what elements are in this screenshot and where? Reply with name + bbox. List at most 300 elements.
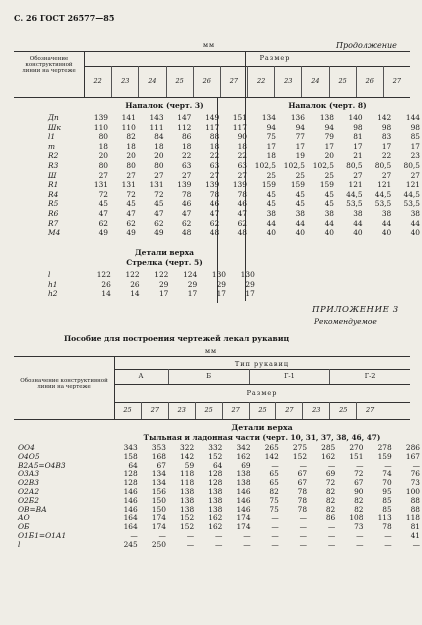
value-cell: 44,5 — [403, 189, 420, 199]
value-cell: 62 — [126, 218, 136, 228]
value-cell: 151 — [349, 451, 364, 461]
value-cell: 44 — [353, 218, 363, 228]
value-cell: — — [412, 460, 420, 470]
value-cell: 46 — [181, 199, 192, 209]
value-cell: 95 — [382, 486, 392, 496]
table-row — [14, 113, 422, 123]
value-cell: 20 — [324, 151, 334, 161]
value-cell: 142 — [180, 451, 195, 461]
value-cell: — — [384, 530, 392, 540]
t1-size-header: Размер — [259, 54, 291, 62]
value-cell: 98 — [410, 122, 420, 132]
t2-body — [14, 444, 422, 550]
value-cell: 73 — [410, 478, 420, 488]
value-cell: 110 — [93, 122, 108, 132]
t1-unit: мм — [203, 41, 216, 49]
value-cell: 27 — [353, 170, 363, 180]
value-cell: 88 — [410, 504, 420, 514]
value-cell: 142 — [377, 113, 392, 122]
value-cell: 88 — [209, 132, 220, 142]
value-cell: 29 — [245, 279, 255, 289]
value-cell: 44 — [324, 218, 334, 228]
value-cell: — — [130, 530, 138, 540]
value-cell: 25 — [295, 170, 305, 180]
t1-size-cell: 27 — [220, 66, 247, 97]
value-cell: 49 — [154, 228, 164, 238]
value-cell: 270 — [349, 443, 364, 452]
value-cell: 150 — [151, 495, 166, 505]
value-cell: 47 — [126, 208, 136, 218]
value-cell: 41 — [410, 530, 420, 540]
t2-unit: мм — [205, 347, 218, 355]
value-cell: 75 — [269, 495, 279, 505]
value-cell: 138 — [208, 486, 223, 496]
value-cell: 122 — [125, 270, 140, 279]
value-cell: 27 — [126, 170, 136, 180]
t2-head-rule — [14, 419, 410, 420]
table-row — [14, 289, 257, 299]
row-label: R1 — [48, 180, 59, 190]
t1-stub-header: Обозначение конструктивной линии на чертеже — [22, 56, 76, 74]
value-cell: 146 — [123, 486, 138, 496]
value-cell: 29 — [187, 279, 198, 289]
value-cell: 49 — [98, 228, 108, 238]
value-cell: 174 — [151, 522, 166, 532]
value-cell: 62 — [209, 218, 220, 228]
value-cell: 84 — [154, 132, 164, 142]
value-cell: 146 — [236, 504, 251, 514]
t2-top-rule — [14, 356, 410, 357]
value-cell: 122 — [154, 270, 169, 279]
value-cell: 162 — [236, 451, 251, 461]
value-cell: 131 — [93, 180, 108, 190]
row-label: Дп — [48, 113, 59, 122]
value-cell: 162 — [208, 522, 223, 532]
value-cell: 108 — [349, 513, 364, 523]
value-cell: 78 — [181, 189, 192, 199]
t1-size-cell: 24 — [138, 66, 165, 97]
value-cell: 168 — [151, 451, 166, 461]
value-cell: 17 — [266, 141, 276, 151]
value-cell: 138 — [236, 478, 251, 488]
row-label: О1Б1=О1А1 — [18, 530, 67, 540]
table-row — [14, 142, 422, 152]
value-cell: 121 — [377, 180, 392, 190]
value-cell: 90 — [354, 486, 364, 496]
value-cell: 162 — [321, 451, 336, 461]
value-cell: 136 — [290, 113, 305, 122]
value-cell: 275 — [292, 443, 308, 452]
value-cell: 47 — [154, 208, 164, 218]
row-label: Ш — [48, 170, 57, 180]
value-cell: 152 — [180, 522, 195, 532]
value-cell: 17 — [245, 289, 255, 299]
value-cell: 80 — [154, 160, 164, 170]
value-cell: 47 — [98, 208, 108, 218]
value-cell: 44 — [266, 218, 276, 228]
value-cell: 82 — [325, 495, 336, 505]
value-cell: 117 — [205, 122, 220, 132]
value-cell: 72 — [354, 469, 364, 479]
value-cell: 265 — [264, 443, 279, 452]
value-cell: 45 — [154, 199, 164, 209]
value-cell: 38 — [295, 208, 305, 218]
value-cell: 134 — [261, 113, 276, 122]
value-cell: 38 — [353, 208, 363, 218]
value-cell: 138 — [319, 113, 334, 122]
value-cell: 62 — [98, 218, 108, 228]
value-cell: 343 — [123, 443, 138, 452]
value-cell: — — [327, 522, 336, 532]
t2-stub-header: Обозначение конструктивной линии на чертеже — [20, 378, 108, 390]
value-cell: 245 — [123, 539, 138, 549]
value-cell: 48 — [209, 228, 220, 238]
value-cell: 22 — [209, 151, 220, 161]
value-cell: 82 — [325, 504, 336, 514]
value-cell: 144 — [405, 113, 420, 122]
value-cell: 112 — [177, 122, 192, 132]
value-cell: 80,5 — [374, 160, 392, 170]
value-cell: 82 — [325, 486, 336, 496]
value-cell: 17 — [216, 289, 226, 299]
value-cell: 40 — [353, 228, 363, 238]
value-cell: 78 — [297, 504, 308, 514]
value-cell: — — [271, 530, 279, 540]
t1-size-cell: 25 — [329, 66, 356, 97]
row-label: О2В3 — [18, 478, 39, 488]
value-cell: 27 — [381, 170, 392, 180]
value-cell: 63 — [209, 160, 220, 170]
value-cell: 138 — [180, 486, 195, 496]
value-cell: — — [384, 460, 392, 470]
value-cell: 45 — [126, 199, 136, 209]
value-cell: 46 — [237, 199, 247, 209]
value-cell: 124 — [183, 270, 198, 279]
row-label: ОБ — [18, 522, 30, 532]
t1-group-left: Напалок (черт. 3) — [125, 101, 204, 110]
row-label: R2 — [48, 151, 59, 161]
value-cell: 81 — [410, 522, 420, 532]
value-cell: 134 — [151, 478, 166, 488]
t1-group-right: Напалок (черт. 8) — [288, 101, 367, 110]
t1-size-cell: 26 — [193, 66, 220, 97]
value-cell: 25 — [266, 170, 276, 180]
value-cell: — — [299, 513, 308, 523]
value-cell: 139 — [232, 180, 247, 190]
value-cell: 27 — [237, 170, 247, 180]
value-cell: 59 — [184, 460, 195, 470]
value-cell: — — [271, 460, 279, 470]
value-cell: 110 — [121, 122, 136, 132]
value-cell: 38 — [410, 208, 420, 218]
value-cell: 21 — [353, 151, 363, 161]
value-cell: 40 — [324, 228, 334, 238]
value-cell: 78 — [382, 522, 392, 532]
value-cell: 142 — [264, 451, 279, 461]
value-cell: 143 — [149, 113, 164, 122]
value-cell: 72 — [325, 478, 336, 488]
value-cell: 65 — [269, 469, 279, 479]
t2-group-1: Детали верха — [231, 423, 293, 432]
value-cell: 98 — [381, 122, 392, 132]
value-cell: 48 — [181, 228, 192, 238]
table-row — [14, 219, 422, 229]
value-cell: 152 — [180, 513, 195, 523]
value-cell: 72 — [126, 189, 136, 199]
value-cell: 150 — [151, 504, 166, 514]
value-cell: 131 — [149, 180, 164, 190]
t2-size-cell: 27 — [356, 402, 383, 419]
value-cell: 77 — [295, 132, 305, 142]
value-cell: 78 — [297, 486, 308, 496]
value-cell: 86 — [325, 513, 336, 523]
value-cell: 128 — [123, 478, 138, 488]
value-cell: 44,5 — [374, 189, 392, 199]
value-cell: 80 — [126, 160, 136, 170]
t1-size-cell: 27 — [383, 66, 410, 97]
t1-size-cell: 26 — [356, 66, 383, 97]
value-cell: 22 — [237, 151, 247, 161]
t2-size-cell: 25 — [123, 406, 132, 414]
value-cell: 78 — [209, 189, 220, 199]
value-cell: 121 — [405, 180, 420, 190]
value-cell: 47 — [237, 208, 247, 218]
value-cell: 14 — [101, 289, 111, 299]
value-cell: 113 — [377, 513, 392, 523]
t2-type-cell: А — [138, 372, 144, 380]
t2-type-cell: Б — [168, 369, 249, 384]
value-cell: 159 — [319, 180, 334, 190]
value-cell: 111 — [149, 122, 164, 132]
t1-body — [14, 113, 422, 238]
value-cell: 149 — [205, 113, 220, 122]
t2-size-cell: 25 — [195, 402, 222, 419]
t1-top-rule — [14, 51, 410, 52]
value-cell: — — [271, 522, 279, 532]
table-row — [14, 180, 422, 190]
value-cell: 27 — [410, 170, 420, 180]
value-cell: 146 — [123, 504, 138, 514]
t2-size-cells — [114, 402, 410, 419]
value-cell: 159 — [377, 451, 392, 461]
value-cell: 67 — [156, 460, 166, 470]
value-cell: — — [186, 530, 195, 540]
value-cell: — — [271, 539, 279, 549]
value-cell: 48 — [237, 228, 247, 238]
value-cell: 80 — [98, 160, 108, 170]
value-cell: 62 — [154, 218, 164, 228]
value-cell: 45 — [324, 199, 334, 209]
value-cell: 82 — [354, 495, 364, 505]
value-cell: 102,5 — [312, 160, 334, 170]
t2-type-cells — [114, 369, 410, 384]
value-cell: 18 — [209, 141, 220, 151]
value-cell: 141 — [121, 113, 136, 122]
value-cell: 17 — [353, 141, 363, 151]
value-cell: 45 — [295, 199, 305, 209]
value-cell: 20 — [98, 151, 108, 161]
value-cell: 118 — [180, 469, 195, 479]
row-label: h2 — [48, 289, 58, 299]
value-cell: 40 — [266, 228, 276, 238]
value-cell: 140 — [348, 113, 363, 122]
value-cell: 146 — [236, 486, 251, 496]
appendix-title: ПРИЛОЖЕНИЕ 3 — [312, 305, 399, 315]
value-cell: — — [299, 530, 308, 540]
value-cell: — — [214, 530, 223, 540]
value-cell: 174 — [151, 513, 166, 523]
value-cell: 94 — [266, 122, 276, 132]
row-label: R5 — [48, 199, 59, 209]
value-cell: 353 — [151, 443, 166, 452]
value-cell: 80,5 — [403, 160, 420, 170]
value-cell: 38 — [381, 208, 392, 218]
value-cell: 20 — [154, 151, 164, 161]
value-cell: 79 — [324, 132, 334, 142]
row-label: ОВ=ВА — [18, 504, 47, 514]
value-cell: 44,5 — [346, 189, 363, 199]
value-cell: 14 — [130, 289, 140, 299]
t2-size-cell: 23 — [302, 402, 329, 419]
row-label: О2Б2 — [18, 495, 39, 505]
table-row — [14, 228, 422, 238]
value-cell: 19 — [295, 151, 305, 161]
value-cell: 67 — [354, 478, 364, 488]
value-cell: 20 — [126, 151, 136, 161]
value-cell: 18 — [266, 151, 276, 161]
value-cell: 139 — [93, 113, 108, 122]
value-cell: 78 — [297, 495, 308, 505]
value-cell: 44 — [410, 218, 420, 228]
value-cell: 117 — [232, 122, 247, 132]
t2-size-cell: 27 — [141, 402, 168, 419]
value-cell: 17 — [158, 289, 169, 299]
row-label: О3А3 — [18, 469, 40, 479]
value-cell: 18 — [181, 141, 192, 151]
value-cell: 75 — [269, 504, 279, 514]
t1-body-2 — [14, 270, 257, 299]
value-cell: 45 — [266, 189, 276, 199]
table-row — [14, 199, 422, 209]
t2-title: Пособие для построения чертежей лекал рукавиц — [64, 334, 290, 343]
value-cell: 17 — [324, 141, 334, 151]
table-row — [14, 190, 422, 200]
value-cell: 250 — [151, 539, 166, 549]
value-cell: 38 — [266, 208, 276, 218]
value-cell: 53,5 — [346, 199, 363, 209]
table-row — [14, 209, 422, 219]
value-cell: 90 — [237, 132, 247, 142]
row-label: Шк — [48, 122, 61, 132]
value-cell: 67 — [297, 478, 308, 488]
value-cell: 134 — [151, 469, 166, 479]
value-cell: 128 — [123, 469, 138, 479]
value-cell: 82 — [269, 486, 279, 496]
value-cell: 164 — [123, 513, 138, 523]
value-cell: — — [158, 530, 166, 540]
t1-subgroup-2: Стрелка (черт. 5) — [126, 258, 203, 267]
value-cell: 85 — [410, 132, 420, 142]
value-cell: 130 — [240, 270, 255, 279]
value-cell: 44 — [381, 218, 392, 228]
row-label: l — [18, 539, 21, 549]
t1-size-cell: 24 — [301, 66, 328, 97]
value-cell: 72 — [98, 189, 108, 199]
page-header-left: С. 26 ГОСТ 26577—85 — [14, 13, 115, 23]
value-cell: 38 — [324, 208, 334, 218]
t1-head-rule — [14, 97, 410, 98]
value-cell: 86 — [181, 132, 192, 142]
t1-size-cell: 23 — [111, 66, 138, 97]
t1-size-cell: 23 — [274, 66, 301, 97]
value-cell: 75 — [266, 132, 276, 142]
row-label: R4 — [48, 189, 59, 199]
value-cell: 62 — [181, 218, 192, 228]
value-cell: 322 — [180, 443, 195, 452]
value-cell: 26 — [101, 279, 111, 289]
value-cell: 63 — [181, 160, 192, 170]
table-row — [14, 151, 422, 161]
value-cell: 130 — [211, 270, 226, 279]
row-label: ОО4 — [18, 443, 35, 452]
value-cell: 85 — [382, 504, 392, 514]
t2-type-cell: Г-2 — [329, 369, 410, 384]
value-cell: 162 — [208, 513, 223, 523]
value-cell: 40 — [295, 228, 305, 238]
row-label: l1 — [48, 132, 56, 142]
value-cell: 64 — [212, 460, 223, 470]
value-cell: — — [299, 539, 308, 549]
row-label: В2А5=О4В3 — [18, 460, 66, 470]
value-cell: 146 — [123, 495, 138, 505]
value-cell: 45 — [98, 199, 108, 209]
value-cell: — — [356, 530, 364, 540]
table-row — [14, 123, 422, 133]
value-cell: — — [384, 539, 392, 549]
value-cell: 159 — [290, 180, 305, 190]
value-cell: 40 — [410, 228, 420, 238]
value-cell: 286 — [405, 443, 420, 452]
value-cell: 152 — [292, 451, 308, 461]
value-cell: 138 — [180, 495, 195, 505]
value-cell: 138 — [208, 495, 223, 505]
value-cell: 81 — [353, 132, 363, 142]
table-row — [14, 171, 422, 181]
t2-typelabel-rule — [114, 384, 410, 385]
value-cell: 94 — [295, 122, 305, 132]
t1-size-cells — [84, 66, 410, 97]
value-cell: 82 — [354, 504, 364, 514]
value-cell: 45 — [266, 199, 276, 209]
value-cell: 80,5 — [346, 160, 363, 170]
value-cell: 27 — [181, 170, 192, 180]
row-label: М4 — [48, 228, 61, 238]
value-cell: — — [243, 530, 251, 540]
value-cell: 138 — [180, 504, 195, 514]
value-cell: 122 — [96, 270, 111, 279]
value-cell: 18 — [237, 141, 247, 151]
value-cell: 174 — [236, 522, 251, 532]
value-cell: — — [327, 460, 336, 470]
value-cell: 152 — [208, 451, 223, 461]
value-cell: 100 — [405, 486, 420, 496]
value-cell: 18 — [126, 141, 136, 151]
value-cell: 128 — [208, 469, 223, 479]
value-cell: — — [356, 460, 364, 470]
value-cell: 118 — [180, 478, 195, 488]
value-cell: 27 — [98, 170, 108, 180]
row-label: О4О5 — [18, 451, 40, 461]
